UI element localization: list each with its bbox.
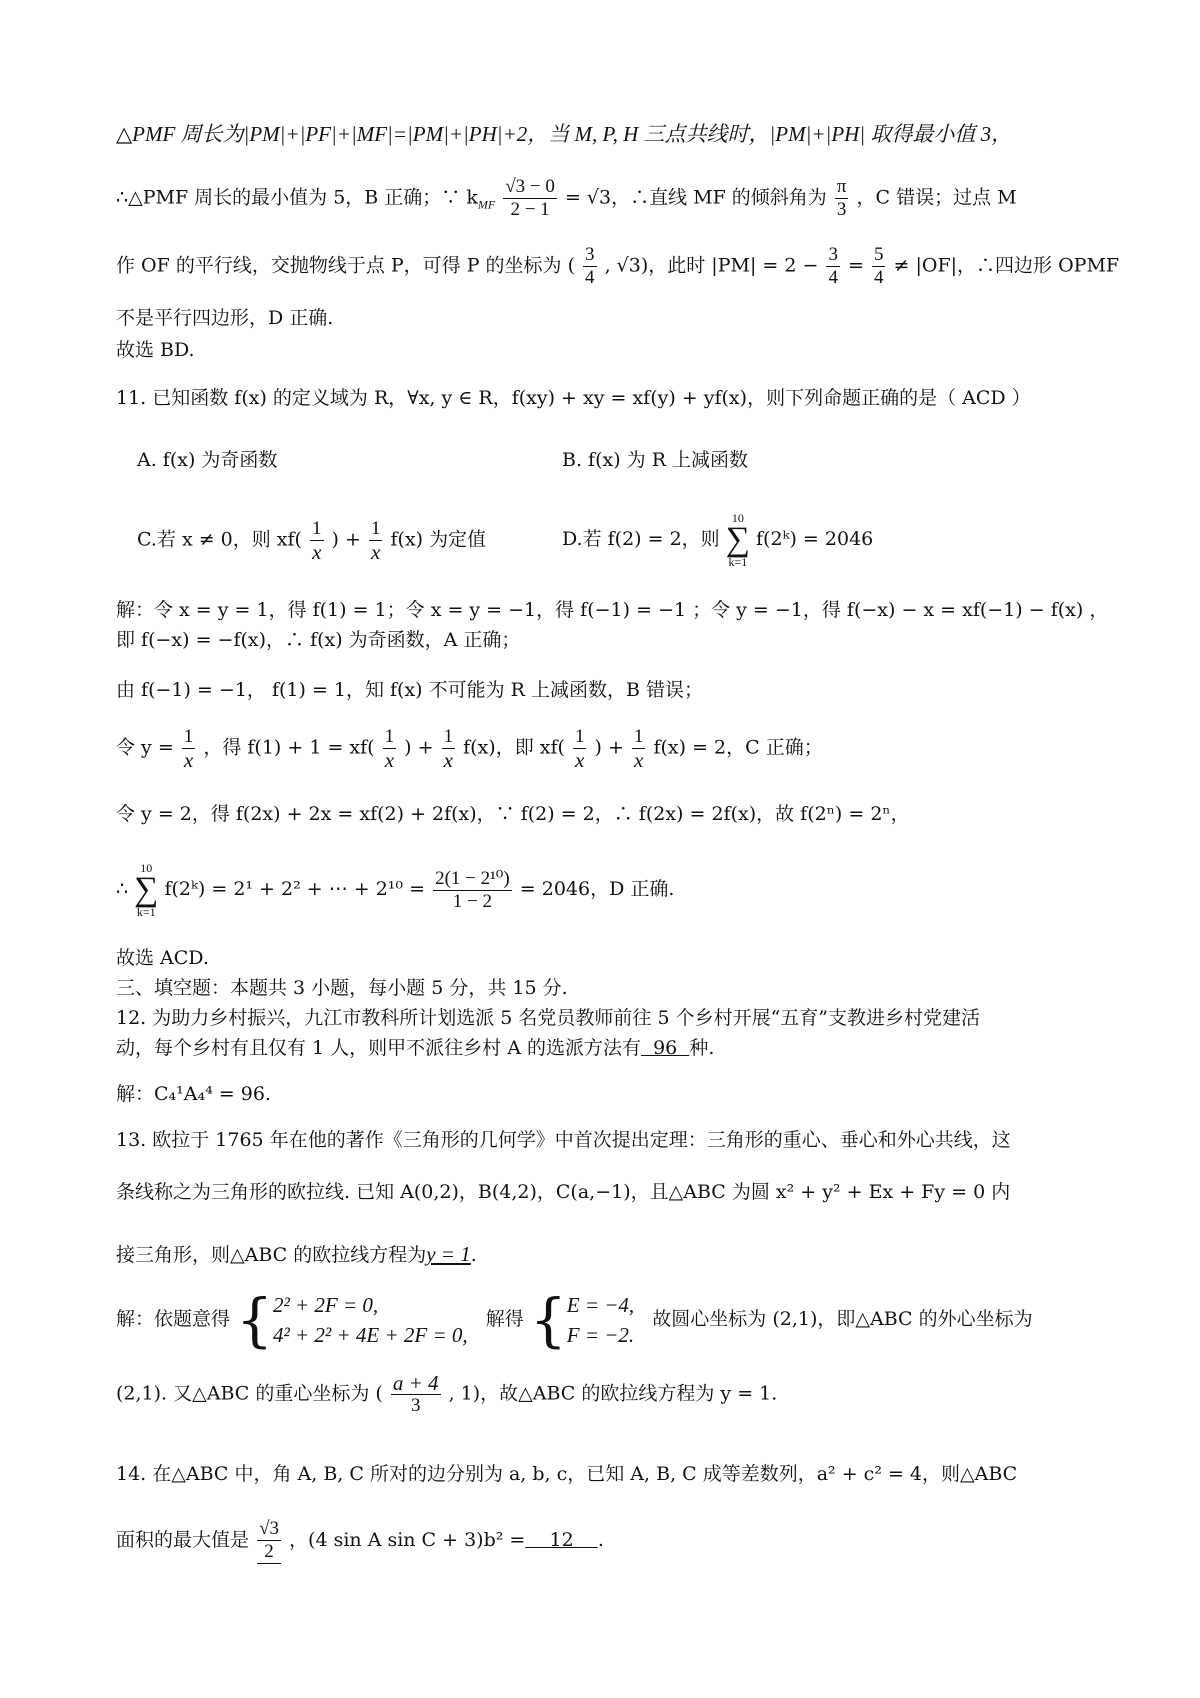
three-quarters-fraction: $\frac{3}{4}$ <box>585 244 595 288</box>
left-brace-icon-2: { <box>529 1286 567 1354</box>
q14-answer-1: $\frac{√3}{2}$ <box>259 1518 279 1562</box>
frac-1-x-3: $\frac{1}{x}$ <box>443 726 454 772</box>
q11-option-a: A. f(x) 为奇函数 <box>137 449 278 471</box>
q10-solution-line-3: 作 OF 的平行线，交抛物线于点 P，可得 P 的坐标为 ( $\frac{3}{4}$ , √3)，此时 |PM| = 2 − $\frac{3}{4}$ = $\frac{5}{4}$ ≠ |OF|，∴四边形 OPMF <box>116 244 1120 288</box>
section-3-heading: 三、填空题：本题共 3 小题，每小题 5 分，共 15 分. <box>116 977 568 999</box>
q10-solution-line-1: △PMF 周长为|PM|+|PF|+|MF|=|PM|+|PH|+2，当 M, P, H 三点共线时，|PM|+|PH| 取得最小值 3， <box>116 122 1013 146</box>
slope-fraction: $\frac{√3 - 0}{2 - 1}$ <box>505 176 555 220</box>
five-quarters-fraction: $\frac{5}{4}$ <box>873 244 884 288</box>
q13-solution-line-2: (2,1). 又△ABC 的重心坐标为 ( $\frac{a + 4}{3}$ , 1)，故△ABC 的欧拉线方程为 y = 1. <box>116 1371 778 1416</box>
q11-solution-line-4: 令 y = $\frac{1}{x}$ ，得 f(1) + 1 = xf( $\frac{1}{x}$ ) + $\frac{1}{x}$ f(x)，即 xf( $\frac{1}{x}$ ) + $\frac{1}{x}$ f(x) = 2，C 正确； <box>116 726 823 772</box>
summation-symbol: 10 ∑ k=1 <box>725 511 750 569</box>
q10-answer: 故选 BD. <box>116 339 195 361</box>
q13-answer-blank: y = 1 <box>426 1242 471 1266</box>
geometric-sum-fraction: $\frac{\text{2(1 − 2¹⁰)}}{1 - 2}$ <box>435 867 510 912</box>
pi-over-3-fraction: $\frac{\pi}{3}$ <box>836 176 847 220</box>
q11-solution-line-3: 由 f(−1) = −1， f(1) = 1，知 f(x) 不可能为 R 上减函数，B 错误； <box>116 679 704 701</box>
frac-1-x-5: $\frac{1}{x}$ <box>633 726 644 772</box>
q10-solution-line-2: ∴△PMF 周长的最小值为 5，B 正确；∵ $k_{MF}$ $\frac{√3 - 0}{2 - 1}$ = √3，∴直线 MF 的倾斜角为 $\frac{\pi}{3}$ ，C 错误；过点 M <box>116 176 1017 220</box>
frac-1-x-4: $\frac{1}{x}$ <box>574 726 585 772</box>
frac-1-x: $\frac{1}{x}$ <box>183 726 194 772</box>
three-quarters-fraction-2: $\frac{3}{4}$ <box>828 244 838 288</box>
summation-symbol-2: 10 ∑ k=1 <box>134 861 159 919</box>
q11-solution-line-2: 即 f(−x) = −f(x)，∴ f(x) 为奇函数，A 正确； <box>116 629 521 651</box>
q11-option-d: D.若 f(2) = 2，则 10 ∑ k=1 f(2ᵏ) = 2046 <box>562 511 874 569</box>
one-over-x-fraction-2: $\frac{1}{x}$ <box>370 518 381 564</box>
equation-system-2: E = −4, F = −2. <box>566 1293 635 1347</box>
q14-stem-line-2: 面积的最大值是 $\frac{√3}{2}$ ，(4 sin A sin C + 3)b² = 12 . <box>116 1518 604 1562</box>
q14-answer-2: 12 <box>525 1529 598 1551</box>
q13-stem-line-3: 接三角形，则△ABC 的欧拉线方程为y = 1. <box>116 1242 477 1266</box>
q11-answer: 故选 ACD. <box>116 947 209 969</box>
one-over-x-fraction: $\frac{1}{x}$ <box>312 518 322 564</box>
equation-system-1: 2² + 2F = 0, 4² + 2² + 4E + 2F = 0, <box>272 1293 468 1347</box>
q11-solution-line-5: 令 y = 2，得 f(2x) + 2x = xf(2) + 2f(x)，∵ f(2) = 2，∴ f(2x) = 2f(x)，故 f(2ⁿ) = 2ⁿ， <box>116 803 910 825</box>
q11-solution-line-1: 解：令 x = y = 1，得 f(1) = 1；令 x = y = −1，得 f(−1) = −1 ；令 y = −1，得 f(−x) − x = xf(−1) − f(x) ， <box>116 599 1109 621</box>
left-brace-icon: { <box>236 1286 273 1354</box>
q11-option-b: B. f(x) 为 R 上减函数 <box>562 449 749 471</box>
q12-solution: 解：C₄¹A₄⁴ = 96. <box>116 1083 271 1105</box>
q12-stem-line-1: 12. 为助力乡村振兴，九江市教科所计划选派 5 名党员教师前往 5 个乡村开展“五育”支教进乡村党建活 <box>116 1007 981 1029</box>
q12-stem-line-2: 动，每个乡村有且仅有 1 人，则甲不派往乡村 A 的选派方法有 96 种. <box>116 1034 1092 1062</box>
q11-stem: 11. 已知函数 f(x) 的定义域为 R，∀x, y ∈ R，f(xy) + xy = xf(y) + yf(x)，则下列命题正确的是（ ACD ） <box>116 387 1031 409</box>
frac-1-x-2: $\frac{1}{x}$ <box>384 726 395 772</box>
q10-solution-line-4: 不是平行四边形，D 正确. <box>116 307 334 329</box>
q13-stem-line-2: 条线称之为三角形的欧拉线. 已知 A(0,2)，B(4,2)，C(a,−1)，且△ABC 为圆 x² + y² + Ex + Fy = 0 内 <box>116 1181 1011 1203</box>
centroid-fraction: $\frac{a + 4}{3}$ <box>392 1371 439 1416</box>
q11-solution-line-6: ∴ 10 ∑ k=1 f(2ᵏ) = 2¹ + 2² + ⋯ + 2¹⁰ = $\frac{\text{2(1 − 2¹⁰)}}{1 - 2}$ = 2046，D 正确. <box>116 861 675 919</box>
q12-answer-blank: 96 <box>640 1037 690 1059</box>
q11-option-c: C.若 x ≠ 0，则 xf( $\frac{1}{x}$ ) + $\frac{1}{x}$ f(x) 为定值 <box>137 518 487 564</box>
q13-solution-line-1: 解：依题意得 { 2² + 2F = 0, 4² + 2² + 4E + 2F = 0, 解得 { E = −4, F = −2. 故圆心坐标为 (2,1)，即△ABC 的外心坐标为 <box>116 1286 1033 1354</box>
q14-stem-line-1: 14. 在△ABC 中，角 A, B, C 所对的边分别为 a, b, c，已知 A, B, C 成等差数列，a² + c² = 4，则△ABC <box>116 1463 1018 1485</box>
q13-stem-line-1: 13. 欧拉于 1765 年在他的著作《三角形的几何学》中首次提出定理：三角形的重心、垂心和外心共线，这 <box>116 1129 1011 1151</box>
